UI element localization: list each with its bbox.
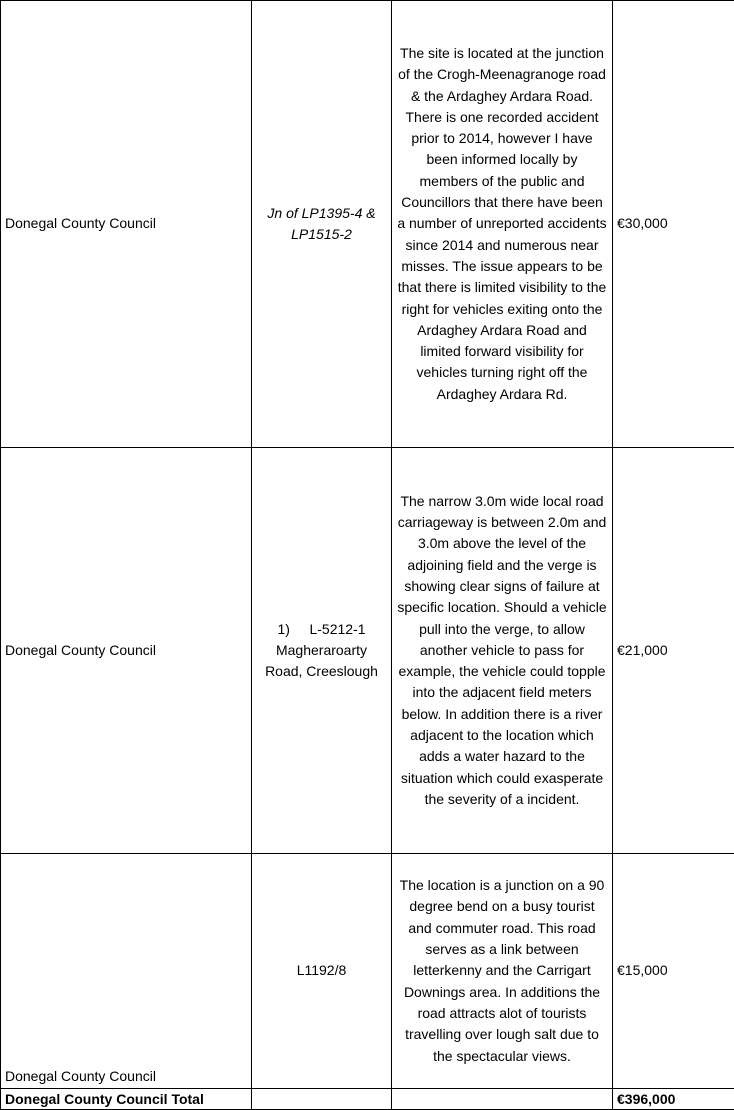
location-cell: L1192/8 — [252, 854, 392, 1089]
table-row — [1, 854, 734, 1089]
empty-cell — [392, 1089, 613, 1110]
total-cost: €396,000 — [613, 1089, 734, 1110]
cost-cell: €15,000 — [613, 854, 734, 1089]
empty-cell — [252, 1089, 392, 1110]
cost-cell: €21,000 — [613, 448, 734, 854]
entity-cell: Donegal County Council — [1, 1, 252, 448]
description-cell: The narrow 3.0m wide local road carriageway is between 2.0m and 3.0m above the level of the adjoining field and the verge is showing clear signs of failure at specific location. Should a vehicle pull into the verge, to allow another vehicle to pass for example, the vehicle could topple into the adjacent field meters below. In addition there is a river adjacent to the location which adds a water hazard to the situation which could exasperate the severity of a incident. — [392, 448, 613, 854]
table-row — [1, 1, 734, 448]
cost-cell: €30,000 — [613, 1, 734, 448]
entity-cell: Donegal County Council — [1, 854, 252, 1089]
description-cell: The location is a junction on a 90 degree bend on a busy tourist and commuter road. This road serves as a link between letterkenny and the Carrigart Downings area. In additions the road attracts alot of tourists travelling over lough salt due to the spectacular views. — [392, 854, 613, 1089]
entity-cell: Donegal County Council — [1, 448, 252, 854]
location-cell — [252, 448, 392, 854]
table-row — [1, 448, 734, 854]
total-label: Donegal County Council Total — [1, 1089, 252, 1110]
location-text: L-5212-1 Magheraroarty Road, Creeslough — [265, 620, 378, 680]
total-row — [1, 1089, 734, 1110]
location-number: 1) — [277, 620, 290, 637]
location-cell: Jn of LP1395-4 & LP1515-2 — [252, 1, 392, 448]
description-cell: The site is located at the junction of the Crogh-Meenagranoge road & the Ardaghey Ardara Road. There is one recorded accident prior to 2014, however I have been informed locally by members of the public and Councillors that there have been a number of unreported accidents since 2014 and numerous near misses. The issue appears to be that there is limited visibility to the right for vehicles exiting onto the Ardaghey Ardara Road and limited forward visibility for vehicles turning right off the Ardaghey Ardara Rd. — [392, 1, 613, 448]
